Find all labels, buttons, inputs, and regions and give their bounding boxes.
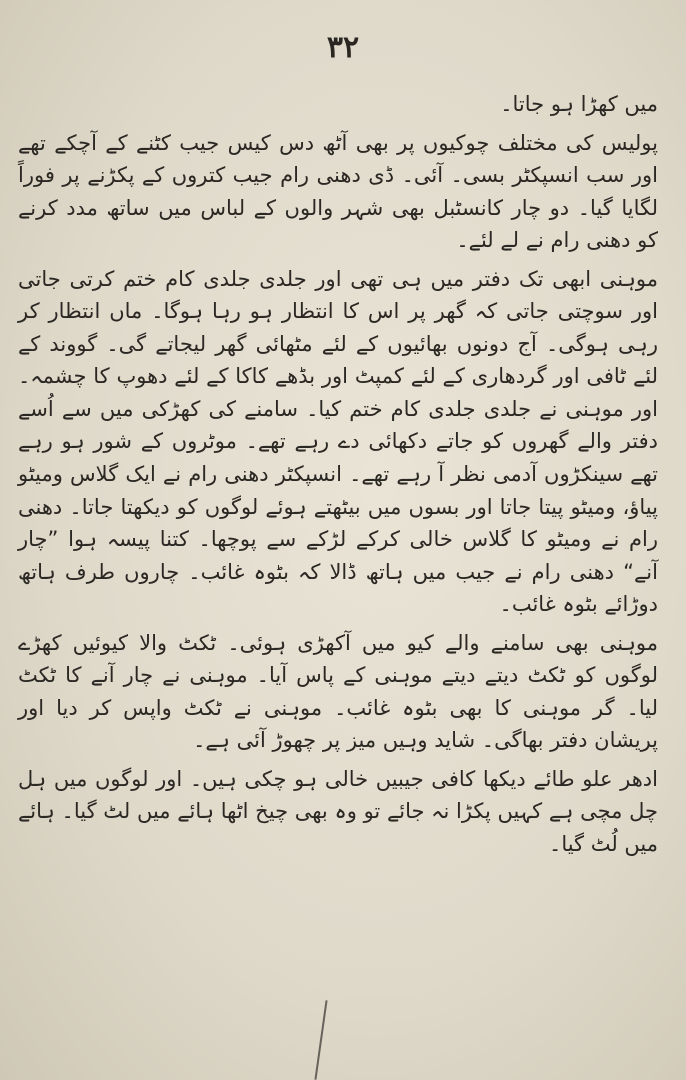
paragraph: ادھر علو طائے دیکھا کافی جیبیں خالی ہو چکی ہیں۔ اور لوگوں میں ہل چل مچی ہے کہیں پکڑا نہ جائے تو وہ بھی چیخ اٹھا ہائے میں لٹ گیا۔ ہائے میں لُٹ گیا۔ bbox=[18, 766, 658, 857]
page-number: ۳۲ bbox=[326, 30, 360, 65]
paragraph: پولیس کی مختلف چوکیوں پر بھی آٹھ دس کیس جیب کٹنے کے آچکے تھے اور سب انسپکٹر بسی۔ آئی۔ ڈی دھنی رام جیب کتروں کے پکڑنے پر فوراً لگایا گیا۔ دو چار کانسٹبل بھی شہر والوں کے لباس میں ساتھ مدد کرنے کو دھنی رام نے لے لئے۔ bbox=[18, 130, 658, 253]
paragraph: موہنی ابھی تک دفتر میں ہی تھی اور جلدی جلدی کام ختم کرتی جاتی اور سوچتی جاتی کہ گھر پر اس کا انتظار ہو رہا ہوگا۔ ماں انتظار کر رہی ہوگی۔ آج دونوں بھائیوں کے لئے مٹھائی گھر لیجاتے گی۔ گووند کے لئے ٹافی اور گردھاری کے لئے کمپٹ اور بڈھے کاکا کے لئے دھوپ کا چشمہ۔ اور موہنی نے جلدی جلدی کام ختم کیا۔ سامنے کی کھڑکی میں سے اُسے دفتر والے گھروں کو جاتے دکھائی دے رہے تھے۔ موٹروں کے شور ہو رہے تھے سینکڑوں آدمی نظر آ رہے تھے۔ انسپکٹر دھنی رام نے ایک گلاس ومیٹو پیاؤ، ومیٹو پیتا جاتا اور بسوں میں بیٹھتے ہوئے لوگوں کو دیکھتا جاتا۔ دھنی رام نے ومیٹو کا گلاس خالی کرکے لڑکے سے پوچھا۔ کتنا پیسہ ہوا ”چار آنے“ دھنی رام نے جیب میں ہاتھ ڈالا کہ بٹوہ غائب۔ چاروں طرف ہاتھ دوڑائے بٹوہ غائب۔ bbox=[18, 266, 658, 617]
paragraph: میں کھڑا ہو جاتا۔ bbox=[500, 92, 658, 116]
ink-scratch-mark bbox=[314, 1000, 327, 1079]
page-body bbox=[18, 88, 658, 867]
paragraph: موہنی بھی سامنے والے کیو میں آکھڑی ہوئی۔ ٹکٹ والا کیوئیں کھڑے لوگوں کو ٹکٹ دیتے دیتے موہنی کے پاس آیا۔ موہنی نے چار آنے کا ٹکٹ لیا۔ گر موہنی کا بھی بٹوہ غائب۔ موہنی نے ٹکٹ واپس کر دیا اور پریشان دفتر بھاگی۔ شاید وہیں میز پر چھوڑ آئی ہے۔ bbox=[18, 630, 658, 753]
